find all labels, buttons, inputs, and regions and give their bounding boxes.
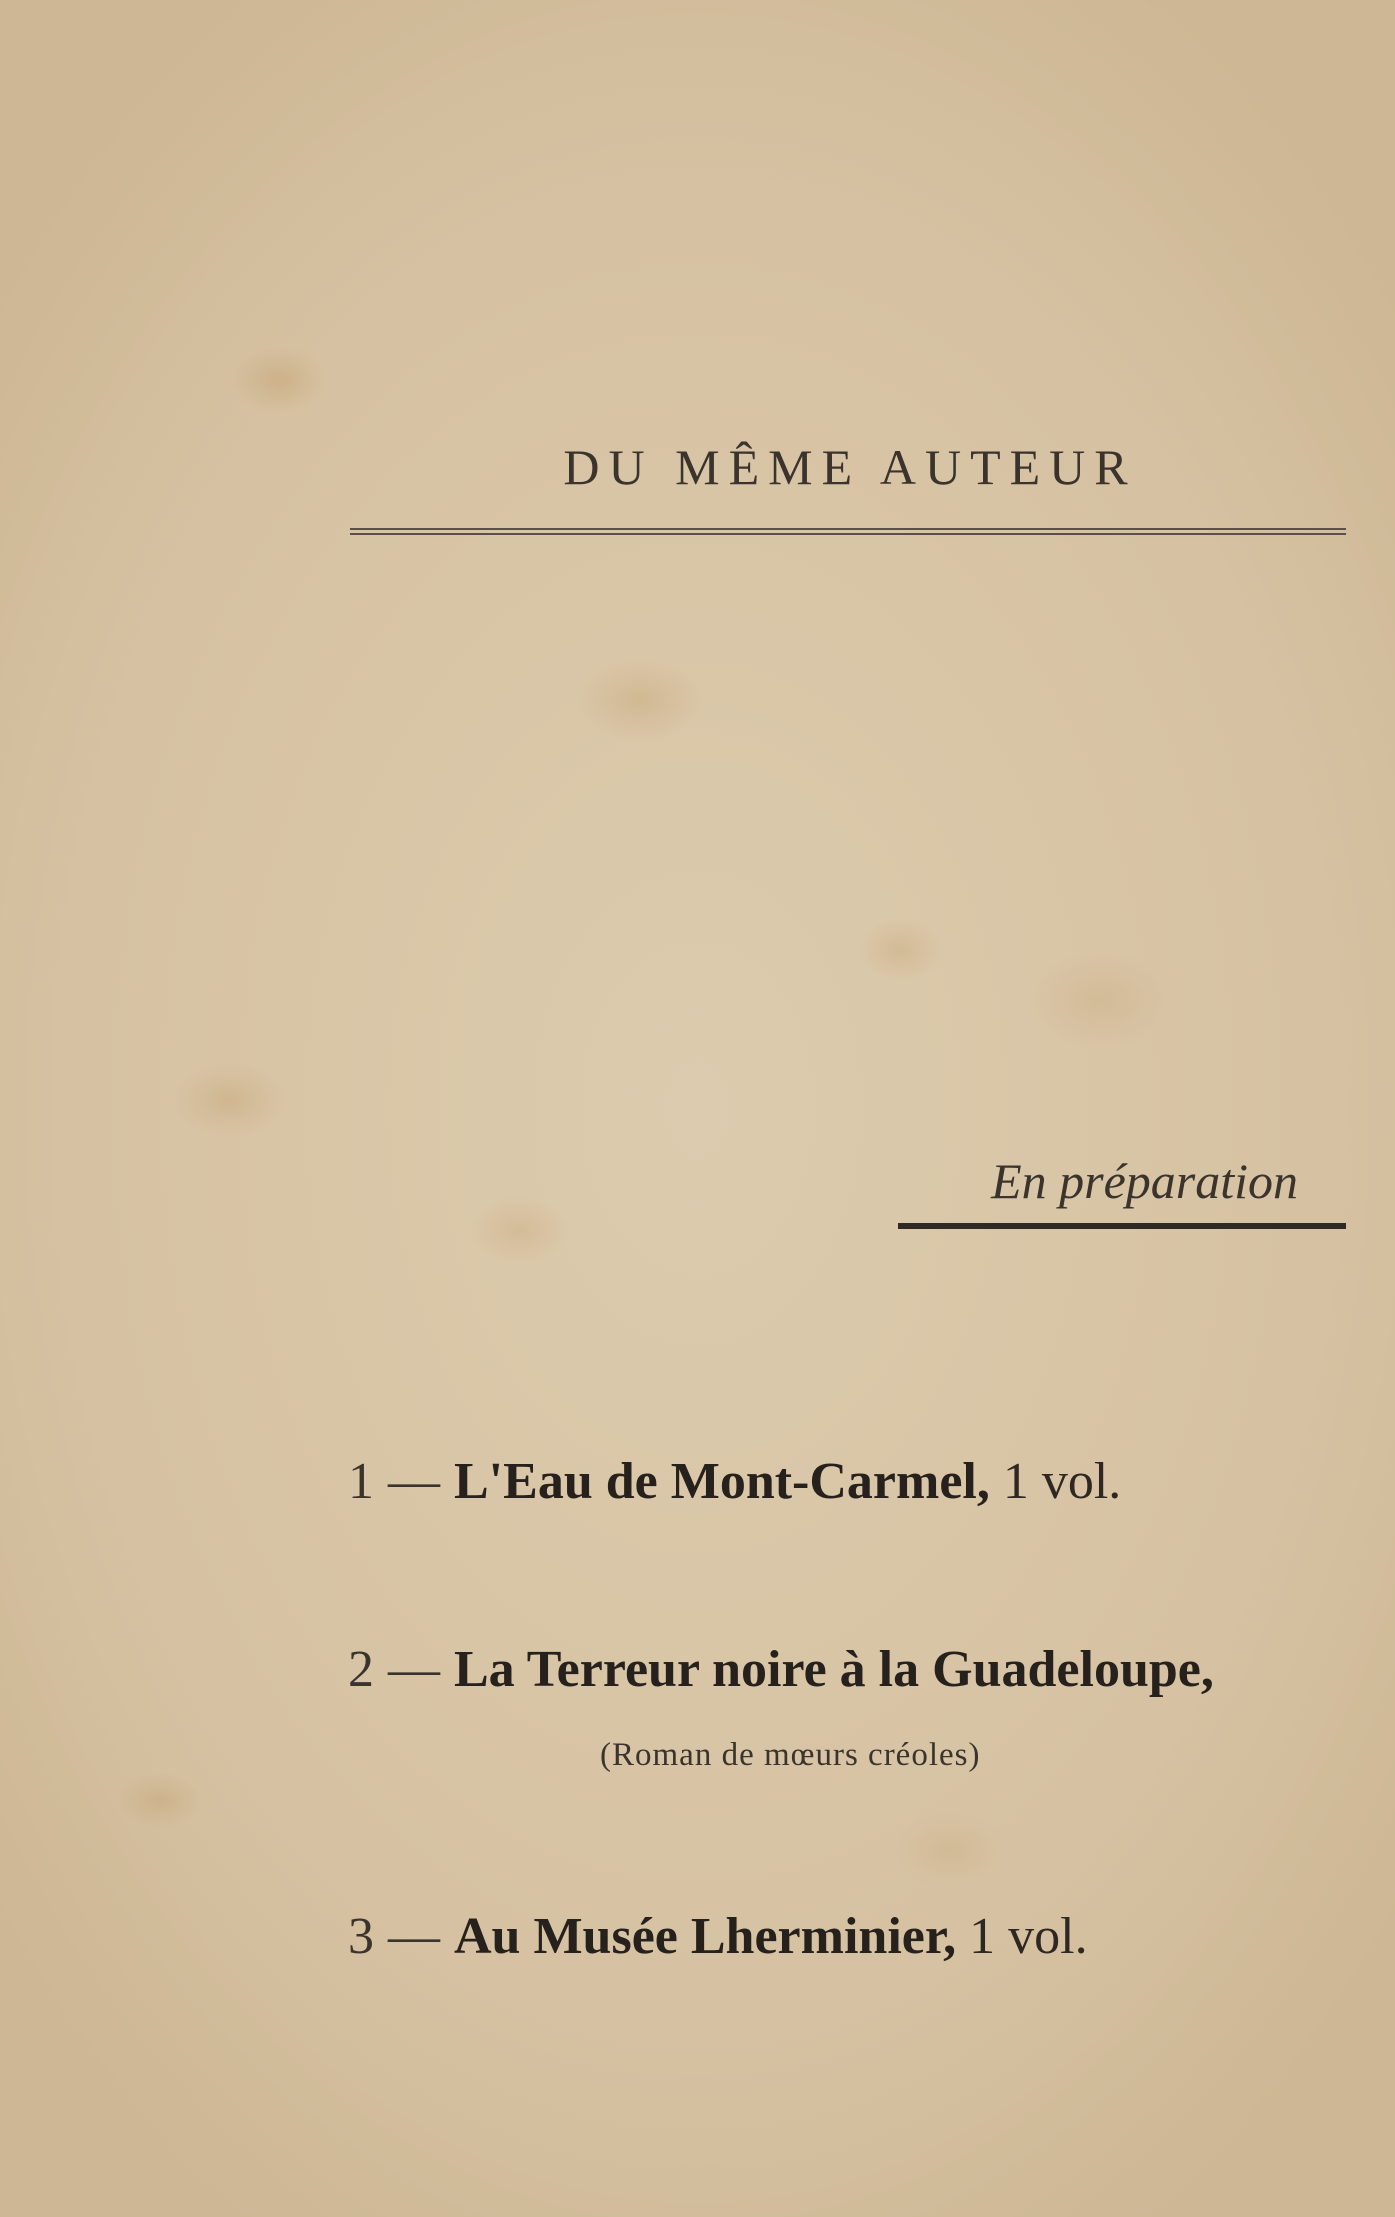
work-number: 2 <box>348 1641 374 1698</box>
work-dash: — <box>388 1453 440 1510</box>
work-volume: 1 vol. <box>989 1453 1122 1510</box>
work-title: La Terreur noire à la Guadeloupe, <box>454 1641 1214 1698</box>
section-label: En préparation <box>991 1153 1298 1209</box>
work-number: 3 <box>348 1908 374 1965</box>
work-dash: — <box>388 1908 440 1965</box>
work-item <box>348 1640 1348 1699</box>
page-heading: DU MÊME AUTEUR <box>563 439 1137 495</box>
work-dash: — <box>388 1641 440 1698</box>
work-item <box>348 1452 1348 1511</box>
work-title: L'Eau de Mont-Carmel, <box>454 1453 990 1510</box>
work-item <box>348 1907 1348 1966</box>
work-number: 1 <box>348 1453 374 1510</box>
work-title: Au Musée Lherminier, <box>454 1908 957 1965</box>
work-subtitle: (Roman de mœurs créoles) <box>600 1737 981 1773</box>
work-volume: 1 vol. <box>956 1908 1088 1965</box>
